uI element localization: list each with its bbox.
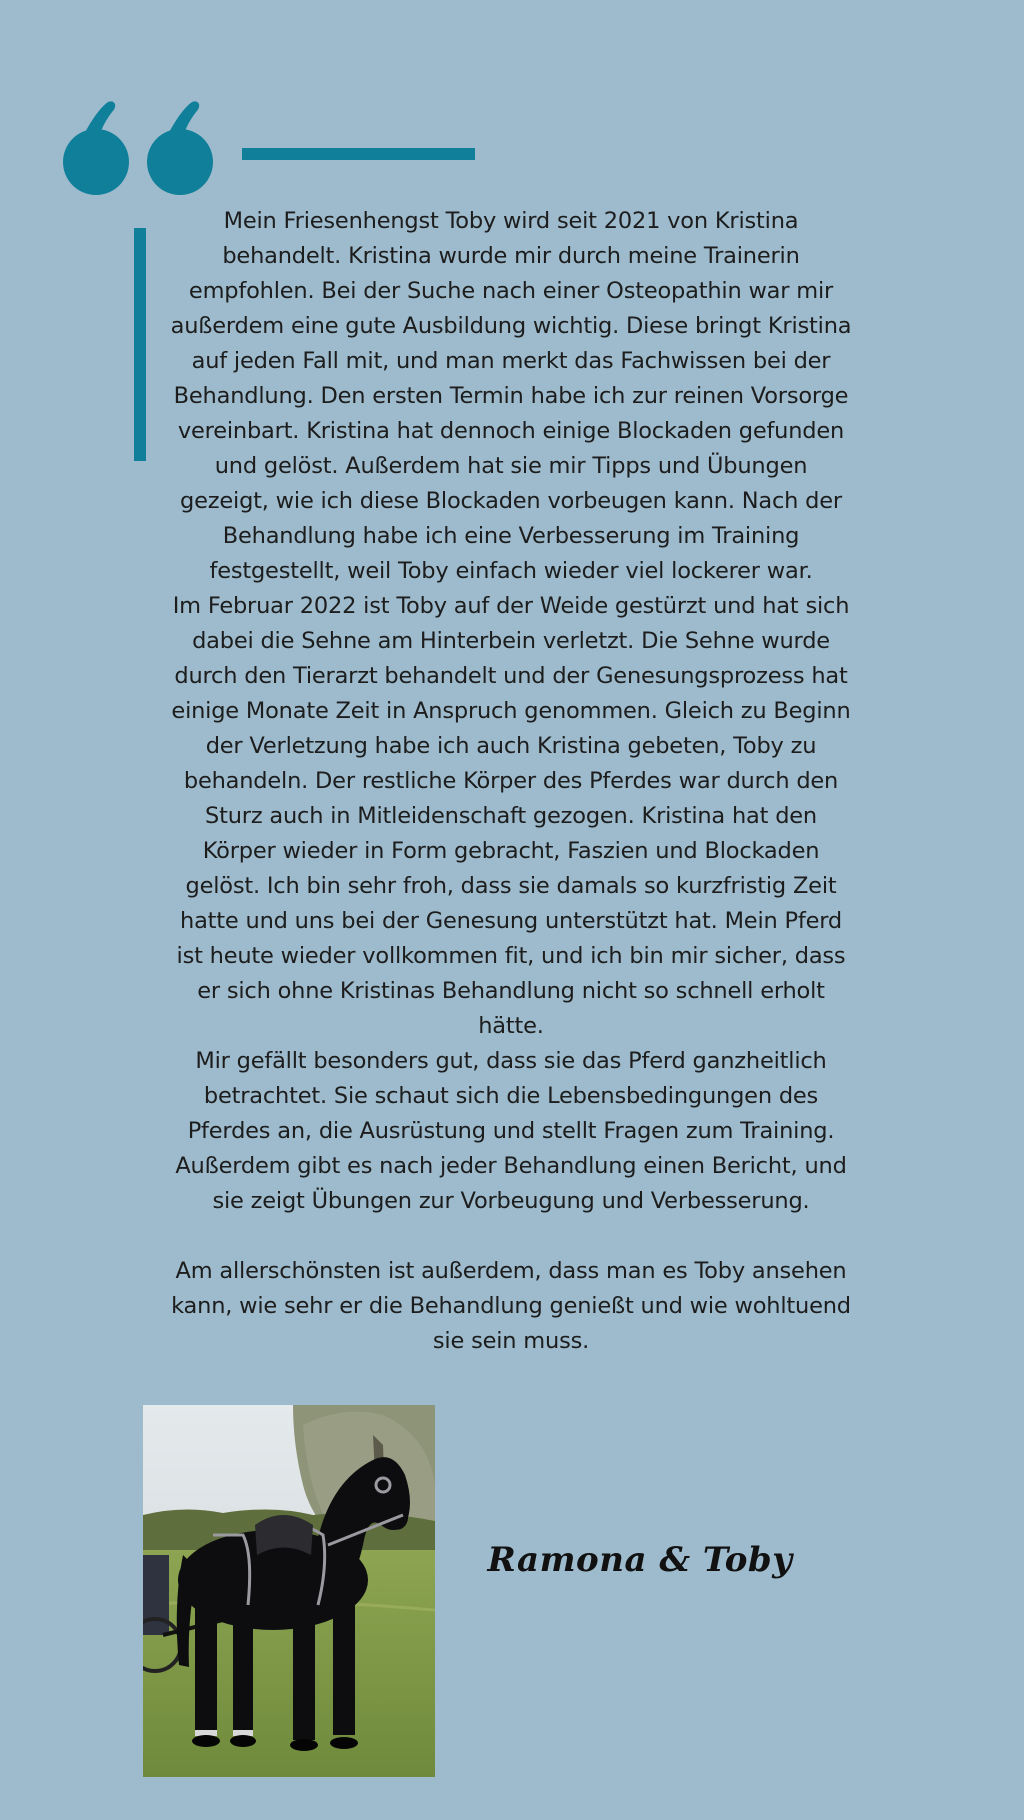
testimonial-paragraph: Mein Friesenhengst Toby wird seit 2021 von Kristina behandelt. Kristina wurde mir durch meine Trainerin empfohlen. Bei der Suche nach einer Osteopathin war mir außerdem eine gute Ausbildung wichtig. Diese bringt Kristina auf jeden Fall mit, und man merkt das Fachwissen bei der Behandlung. Den ersten Termin habe ich zur reinen Vorsorge vereinbart. Kristina hat dennoch einige Blockaden gefunden und gelöst. Außerdem hat sie mir Tipps und Übungen gezeigt, wie ich diese Blockaden vorbeugen kann. Nach der Behandlung habe ich eine Verbesserung im Training festgestellt, weil Toby einfach wieder viel lockerer war. (170, 208, 852, 584)
side-accent-rule (134, 228, 146, 461)
signature: Ramona & Toby (487, 1540, 793, 1580)
horse-photo (143, 1405, 435, 1777)
testimonial-text (168, 204, 854, 1359)
testimonial-paragraph: Im Februar 2022 ist Toby auf der Weide gestürzt und hat sich dabei die Sehne am Hinterbein verletzt. Die Sehne wurde durch den Tierarzt behandelt und der Genesungsprozess hat einige Monate Zeit in Anspruch genommen. Gleich zu Beginn der Verletzung habe ich auch Kristina gebeten, Toby zu behandeln. Der restliche Körper des Pferdes war durch den Sturz auch in Mitleidenschaft gezogen. Kristina hat den Körper wieder in Form gebracht, Faszien und Blockaden gelöst. Ich bin sehr froh, dass sie damals so kurzfristig Zeit hatte und uns bei der Genesung unterstützt hat. Mein Pferd ist heute wieder vollkommen fit, und ich bin mir sicher, dass er sich ohne Kristinas Behandlung nicht so schnell erholt hätte. (171, 593, 851, 1039)
testimonial-paragraph: Mir gefällt besonders gut, dass sie das Pferd ganzheitlich betrachtet. Sie schaut sich die Lebensbedingungen des Pferdes an, die Ausrüstung und stellt Fragen zum Training. Außerdem gibt es nach jeder Behandlung einen Bericht, und sie zeigt Übungen zur Vorbeugung und Verbesserung. (175, 1048, 847, 1214)
quote-icon (60, 98, 230, 208)
testimonial-paragraph: Am allerschönsten ist außerdem, dass man es Toby ansehen kann, wie sehr er die Behandlung genießt und wie wohltuend sie sein muss. (171, 1258, 851, 1354)
top-accent-rule (242, 148, 475, 160)
